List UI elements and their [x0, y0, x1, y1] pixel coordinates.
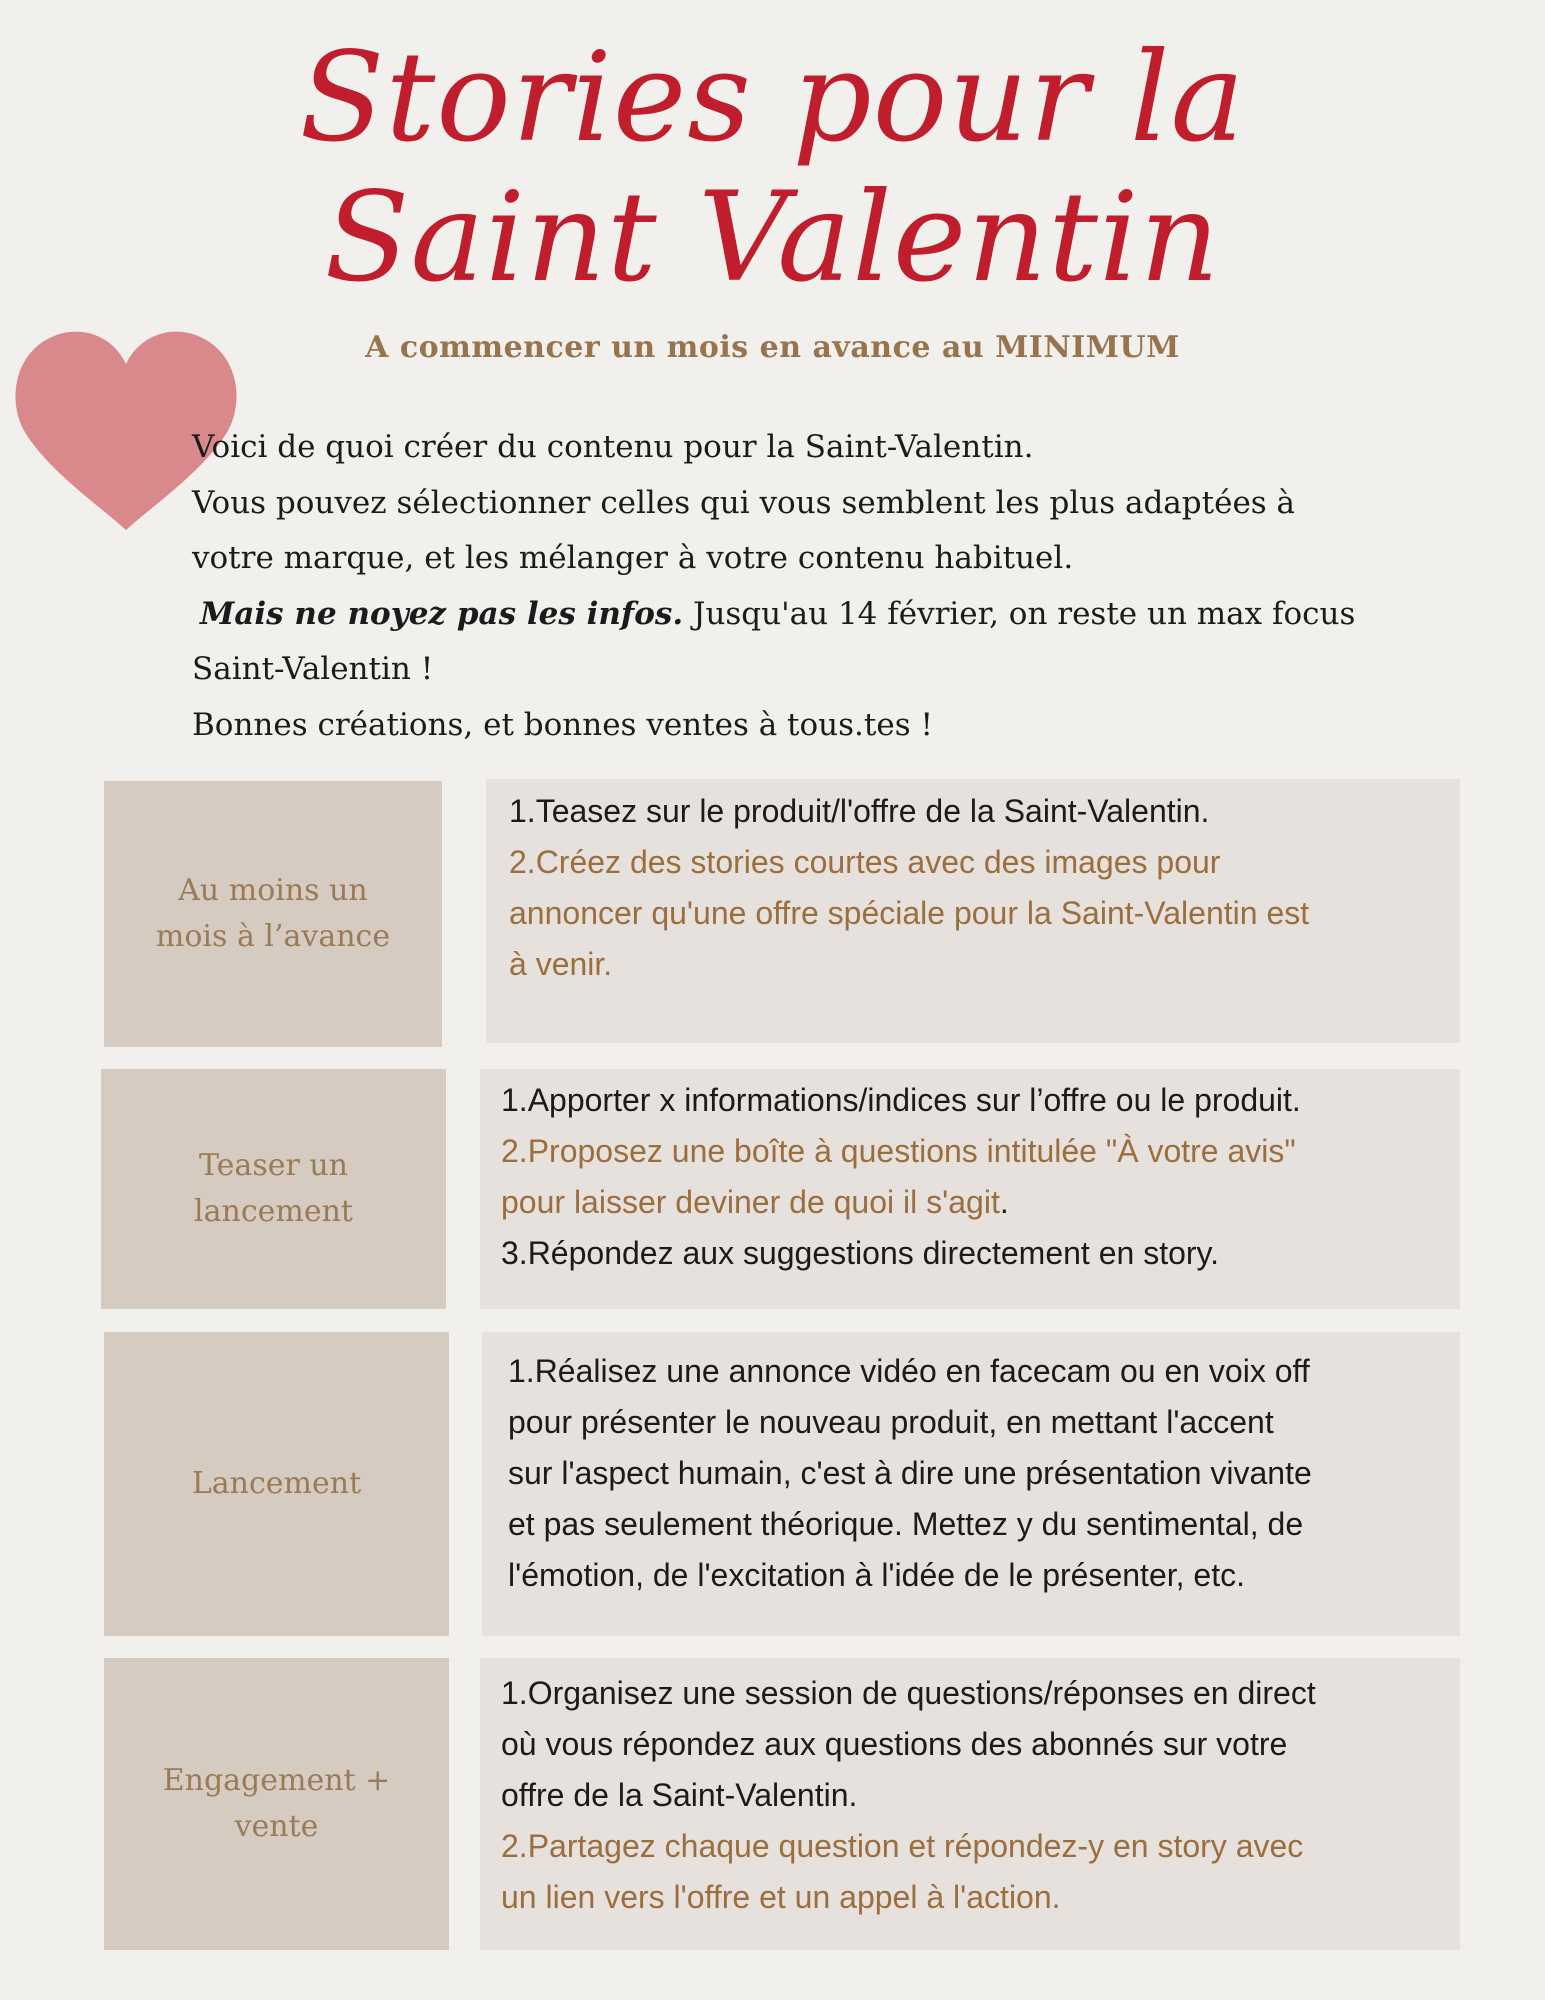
intro-line-rest: Jusqu'au 14 février, on reste un max focus — [683, 595, 1356, 632]
intro-line — [192, 587, 1392, 643]
phase-label-line: lancement — [194, 1194, 353, 1229]
tip-line: pour présenter le nouveau produit, en mettant l'accent — [508, 1404, 1274, 1440]
page-title — [0, 28, 1545, 308]
phase-label-box — [104, 781, 442, 1047]
phase-content-box — [482, 1332, 1460, 1636]
phase-label-box — [104, 1332, 449, 1636]
intro-line: Saint-Valentin ! — [192, 651, 434, 687]
phase-label-line: Lancement — [191, 1466, 362, 1501]
tip-line: 1.Organisez une session de questions/réponses en direct — [501, 1675, 1316, 1711]
tip-line: et pas seulement théorique. Mettez y du sentimental, de — [508, 1506, 1304, 1542]
phase-label-line: vente — [234, 1809, 319, 1844]
intro-emphasis: Mais ne noyez pas les infos. — [200, 595, 684, 632]
tip-line: où vous répondez aux questions des abonnés sur votre — [501, 1726, 1288, 1762]
tip-line: sur l'aspect humain, c'est à dire une présentation vivante — [508, 1455, 1312, 1491]
tip-line: 2.Proposez une boîte à questions intitulée "À votre avis" — [501, 1133, 1296, 1169]
phase-label — [163, 1758, 391, 1850]
phase-label — [156, 868, 390, 960]
intro-line: Bonnes créations, et bonnes ventes à tous.tes ! — [192, 706, 933, 743]
tip-line: 1.Teasez sur le produit/l'offre de la Saint-Valentin. — [509, 793, 1210, 829]
tip-line: 2.Partagez chaque question et répondez-y en story avec — [501, 1828, 1304, 1864]
tip-line: 3.Répondez aux suggestions directement en story. — [501, 1235, 1220, 1271]
tip-line: à venir. — [509, 946, 613, 982]
tip-line: 2.Créez des stories courtes avec des images pour — [509, 844, 1221, 880]
subtitle: A commencer un mois en avance au MINIMUM — [365, 330, 1180, 365]
phase-label-line: Au moins un — [178, 873, 368, 908]
intro-line: Vous pouvez sélectionner celles qui vous semblent les plus adaptées à — [192, 484, 1296, 521]
title-line-1: Stories pour la — [299, 26, 1246, 170]
phase-content-box — [480, 1069, 1460, 1309]
tip-line: offre de la Saint-Valentin. — [501, 1777, 858, 1813]
tip-line — [501, 1177, 1440, 1228]
phase-content-box — [486, 779, 1460, 1043]
phase-label-box — [104, 1658, 449, 1950]
phase-label-line: Engagement + — [162, 1763, 391, 1798]
intro-line: Voici de quoi créer du contenu pour la Saint-Valentin. — [192, 429, 1034, 465]
tip-line: un lien vers l'offre et un appel à l'action. — [501, 1879, 1061, 1915]
phase-label — [194, 1143, 353, 1235]
title-line-2: Saint Valentin — [324, 166, 1221, 310]
tip-line: 1.Réalisez une annonce vidéo en facecam ou en voix off — [508, 1353, 1310, 1389]
tip-line-period: . — [999, 1184, 1009, 1220]
intro-text — [192, 420, 1392, 753]
phase-label-line: Teaser un — [199, 1148, 348, 1183]
phase-label-line: mois à l’avance — [155, 919, 391, 954]
phase-content-box — [480, 1658, 1460, 1950]
tip-line-part: pour laisser deviner de quoi il s'agit — [501, 1184, 1000, 1220]
phase-label — [192, 1461, 361, 1507]
phase-label-box — [101, 1069, 446, 1309]
tip-line: l'émotion, de l'excitation à l'idée de le présenter, etc. — [508, 1557, 1245, 1593]
tip-line: annoncer qu'une offre spéciale pour la Saint-Valentin est — [509, 895, 1310, 931]
intro-line: votre marque, et les mélanger à votre contenu habituel. — [192, 540, 1074, 576]
tip-line: 1.Apporter x informations/indices sur l’offre ou le produit. — [501, 1082, 1301, 1118]
